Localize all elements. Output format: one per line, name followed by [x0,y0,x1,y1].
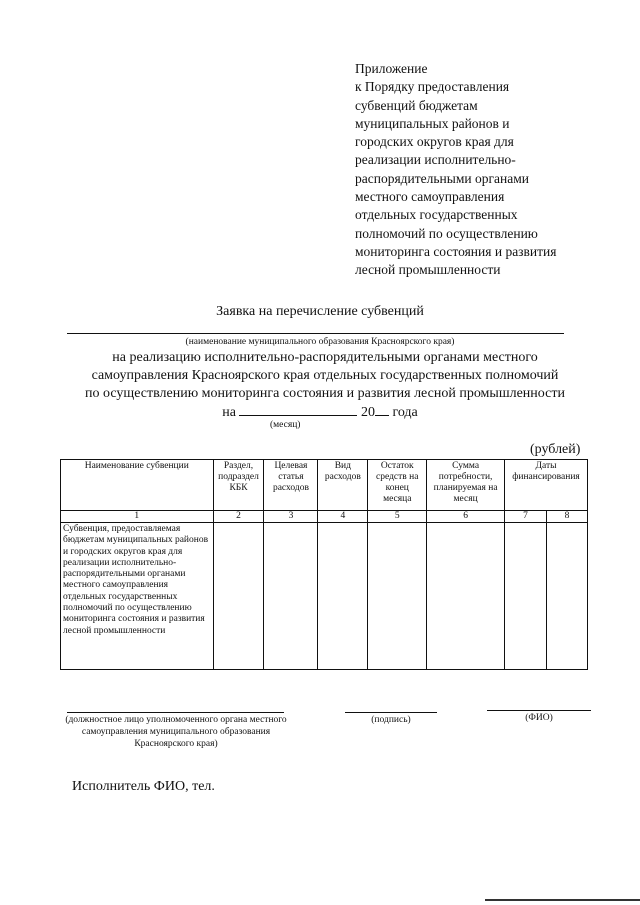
subvention-table [60,459,588,670]
scan-edge-mark [485,899,640,901]
appendix-line: распорядительными органами [355,170,529,186]
appendix-line: Приложение [355,61,428,76]
column-number: 7 [505,511,547,523]
name-caption: (ФИО) [525,713,553,723]
appendix-line: лесной промышленности [355,262,501,278]
subvention-name-cell: Субвенция, предоставляемая бюджетам муниципальных районов и городских округов края для реализации исполнительно-распорядительными органами местного самоуправления отдельных государственных полномочий по осуществлению мониторинга состояния и развития лесной промышленности [61,523,214,670]
units-label: (рублей) [530,442,581,457]
column-number: 8 [546,511,587,523]
header-cell: Раздел, подраздел КБК [213,460,264,511]
executor-line: Исполнитель ФИО, тел. [72,779,215,794]
month-blank [239,402,357,416]
purpose-line: по осуществлению мониторинга состояния и развития лесной промышленности [85,386,565,401]
column-number: 5 [368,511,427,523]
header-cell: Наименование субвенции [61,460,214,511]
official-caption: (должностное лицо уполномоченного органа местного самоуправления муниципального образования Красноярского края) [65,715,287,749]
column-number: 3 [264,511,318,523]
header-cell: Остаток средств на конец месяца [368,460,427,511]
balance-cell[interactable] [368,523,427,670]
table-header-row [61,460,588,511]
signature-caption: (подпись) [371,715,411,725]
appendix-line: мониторинга состояния и развития [355,243,557,259]
header-cell: Даты финансирования [505,460,588,511]
date-line [0,402,640,421]
financing-date-cell[interactable] [505,523,547,670]
appendix-line: реализации исполнительно- [355,152,516,168]
kbk-cell[interactable] [213,523,264,670]
appendix-line: к Порядку предоставления [355,79,510,95]
header-cell: Вид расходов [318,460,368,511]
document-title: Заявка на перечисление субвенций [216,304,424,319]
requirement-sum-cell[interactable] [427,523,505,670]
appendix-line: полномочий по осуществлению [355,225,538,241]
column-number: 1 [61,511,214,523]
appendix-line: муниципальных районов и [355,115,510,131]
purpose-line: на реализацию исполнительно-распорядительными органами местного [112,350,538,365]
purpose-line: самоуправления Красноярского края отдельных государственных полномочий [91,368,559,383]
appendix-line: субвенций бюджетам [355,97,478,113]
appendix-line: местного самоуправления [355,189,505,205]
name-line [487,710,591,711]
target-article-cell[interactable] [264,523,318,670]
month-caption: (месяц) [270,420,301,430]
column-number-row [61,511,588,523]
appendix-line: городских округов края для [355,134,514,150]
appendix-line: отдельных государственных [355,207,518,223]
date-prefix: на [222,405,236,420]
appendix-block [355,60,615,280]
official-signature-line [67,712,284,713]
column-number: 2 [213,511,264,523]
column-number: 6 [427,511,505,523]
column-number: 4 [318,511,368,523]
purpose-text [60,349,590,403]
header-cell: Сумма потребности, планируемая на месяц [427,460,505,511]
table-row [61,523,588,670]
year-prefix: 20 [360,405,375,420]
signature-line [345,712,437,713]
expense-type-cell[interactable] [318,523,368,670]
financing-date-cell[interactable] [546,523,587,670]
municipality-caption: (наименование муниципального образования Красноярского края) [185,337,455,347]
year-blank [375,402,389,416]
municipality-blank-line [67,333,564,334]
header-cell: Целевая статья расходов [264,460,318,511]
date-suffix: года [392,405,418,420]
